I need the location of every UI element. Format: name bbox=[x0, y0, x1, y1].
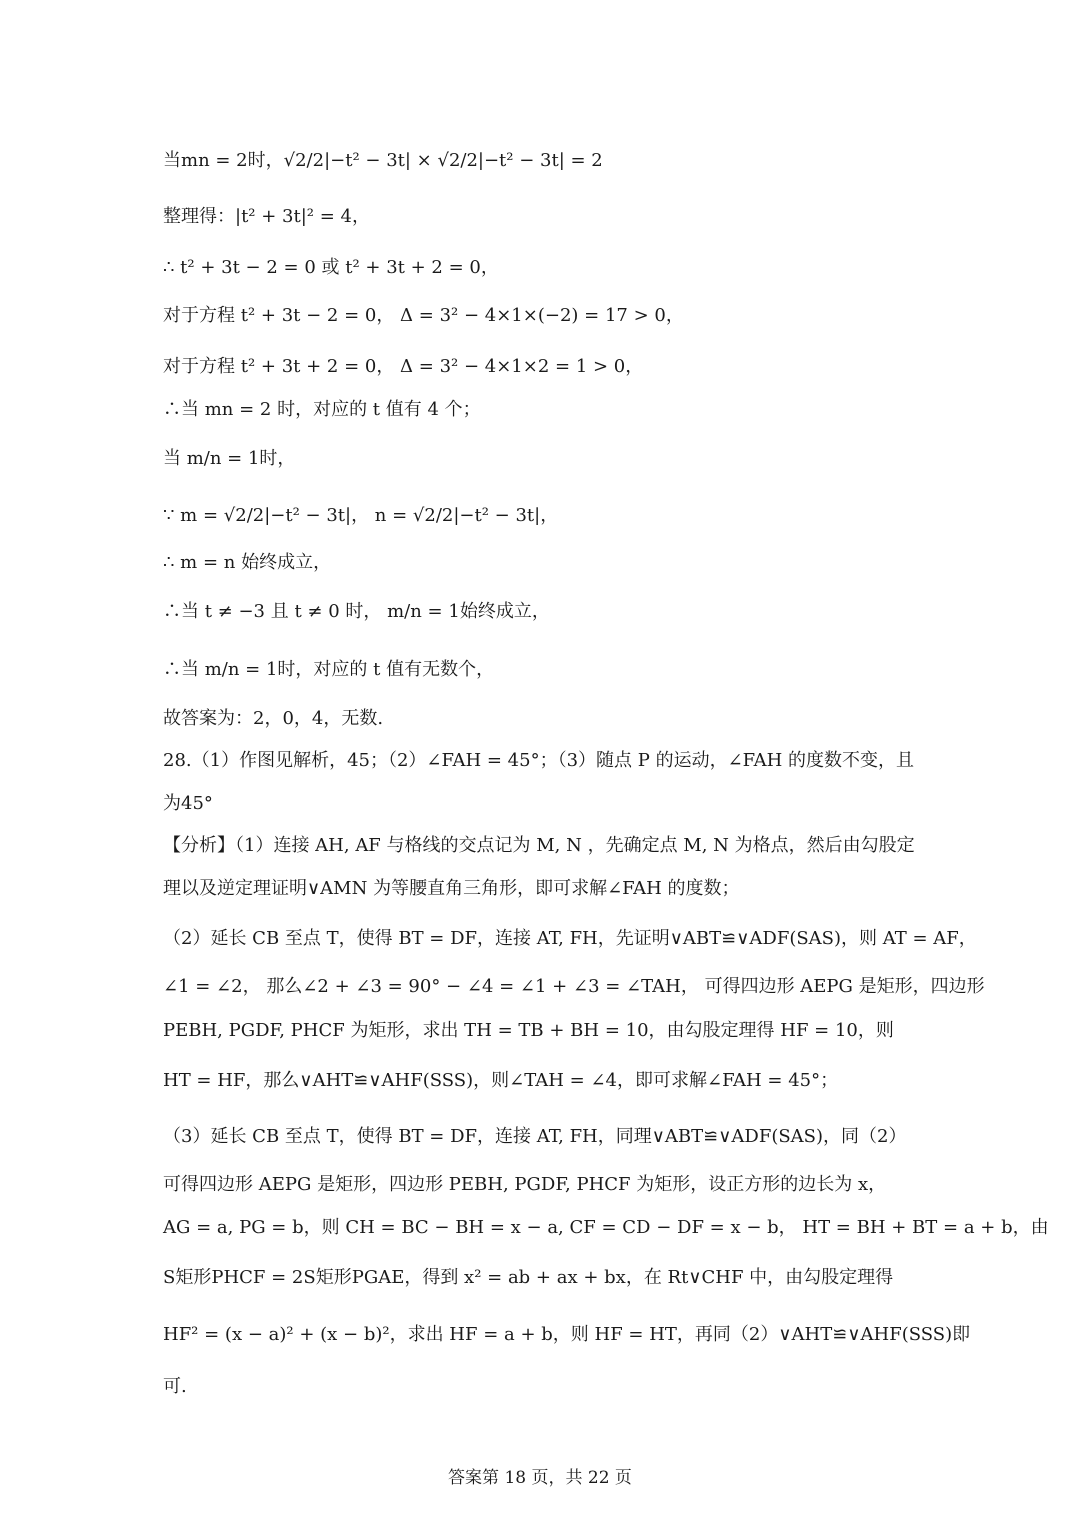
text-line: HF² = (x − a)² + (x − b)²，求出 HF = a + b，则 HF = HT，再同（2）∨AHT≌∨AHF(SSS)即 bbox=[163, 1324, 971, 1345]
text-line: ∴当 m/n = 1时，对应的 t 值有无数个， bbox=[163, 659, 495, 680]
text-line: 对于方程 t² + 3t + 2 = 0， Δ = 3² − 4×1×2 = 1 > 0， bbox=[163, 356, 644, 377]
text-line: ∴ t² + 3t − 2 = 0 或 t² + 3t + 2 = 0， bbox=[163, 257, 499, 278]
text-line: 【分析】（1）连接 AH, AF 与格线的交点记为 M, N ，先确定点 M, N 为格点，然后由勾股定 bbox=[163, 835, 915, 856]
text-line: HT = HF，那么∨AHT≌∨AHF(SSS)，则∠TAH = ∠4，即可求解∠FAH = 45°； bbox=[163, 1070, 839, 1091]
text-line: 故答案为：2，0，4，无数. bbox=[163, 708, 384, 729]
text-line: PEBH, PGDF, PHCF 为矩形，求出 TH = TB + BH = 10，由勾股定理得 HF = 10，则 bbox=[163, 1020, 894, 1041]
text-line: （3）延长 CB 至点 T，使得 BT = DF，连接 AT, FH，同理∨ABT≌∨ADF(SAS)，同（2） bbox=[163, 1126, 907, 1147]
text-line: 为45° bbox=[163, 793, 213, 814]
text-line: ∴当 t ≠ −3 且 t ≠ 0 时， m/n = 1始终成立， bbox=[163, 601, 550, 622]
text-line: 可. bbox=[163, 1376, 187, 1397]
text-line: 理以及逆定理证明∨AMN 为等腰直角三角形，即可求解∠FAH 的度数； bbox=[163, 878, 740, 899]
page-footer: 答案第 18 页，共 22 页 bbox=[448, 1468, 632, 1488]
text-line: 整理得：|t² + 3t|² = 4， bbox=[163, 206, 370, 227]
text-line: 当 m/n = 1时， bbox=[163, 448, 296, 469]
text-line: 可得四边形 AEPG 是矩形，四边形 PEBH, PGDF, PHCF 为矩形，设正方形的边长为 x， bbox=[163, 1174, 887, 1195]
text-line: 对于方程 t² + 3t − 2 = 0， Δ = 3² − 4×1×(−2) = 17 > 0， bbox=[163, 305, 684, 326]
text-line: ∵ m = √2/2|−t² − 3t|， n = √2/2|−t² − 3t|， bbox=[163, 505, 559, 526]
text-line: ∴当 mn = 2 时，对应的 t 值有 4 个； bbox=[163, 399, 481, 420]
text-line: 28.（1）作图见解析，45；（2）∠FAH = 45°；（3）随点 P 的运动，∠FAH 的度数不变，且 bbox=[163, 750, 914, 771]
text-line: ∠1 = ∠2， 那么∠2 + ∠3 = 90° − ∠4 = ∠1 + ∠3 = ∠TAH， 可得四边形 AEPG 是矩形，四边形 bbox=[163, 976, 985, 997]
text-line: ∴ m = n 始终成立， bbox=[163, 552, 332, 573]
text-line: （2）延长 CB 至点 T，使得 BT = DF，连接 AT, FH，先证明∨ABT≌∨ADF(SAS)，则 AT = AF， bbox=[163, 928, 977, 949]
text-line: 当mn = 2时，√2/2|−t² − 3t| × √2/2|−t² − 3t| = 2 bbox=[163, 150, 603, 171]
text-line: AG = a, PG = b，则 CH = BC − BH = x − a, CF = CD − DF = x − b， HT = BH + BT = a + b，由 bbox=[163, 1217, 1049, 1238]
text-line: S矩形PHCF = 2S矩形PGAE，得到 x² = ab + ax + bx，在 Rt∨CHF 中，由勾股定理得 bbox=[163, 1267, 894, 1288]
